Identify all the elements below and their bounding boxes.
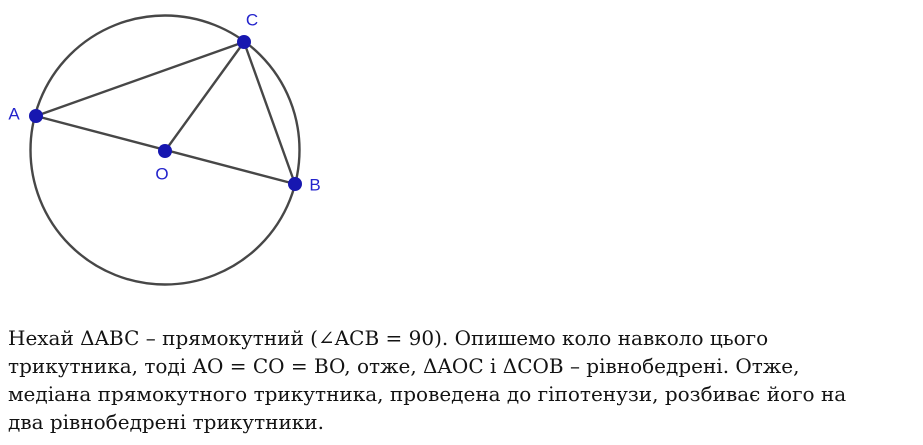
solution-line-2: трикутника, тоді AO = CO = BO, отже, ΔAOC і ΔCOB – рівнобедрені. Отже, [8, 354, 800, 378]
point-label-B: B [309, 175, 321, 195]
point-dot-O [158, 144, 172, 158]
point-label-C: C [245, 10, 259, 30]
solution-text [8, 324, 923, 436]
segment-CB [244, 42, 295, 184]
solution-line-3: медіана прямокутного трикутника, проведена до гіпотенузи, розбиває його на [8, 382, 847, 406]
point-dot-B [288, 177, 302, 191]
point-dot-C [237, 35, 251, 49]
point-label-A: A [8, 104, 20, 124]
geometry-figure [0, 0, 360, 310]
segment-AC [36, 42, 244, 116]
solution-line-4: два рівнобедрені трикутники. [8, 410, 324, 434]
point-label-O: O [155, 164, 169, 184]
point-dot-A [29, 109, 43, 123]
segment-CO [165, 42, 244, 151]
solution-line-1: Нехай ΔABC – прямокутний (∠ACB = 90). Опишемо коло навколо цього [8, 326, 769, 350]
